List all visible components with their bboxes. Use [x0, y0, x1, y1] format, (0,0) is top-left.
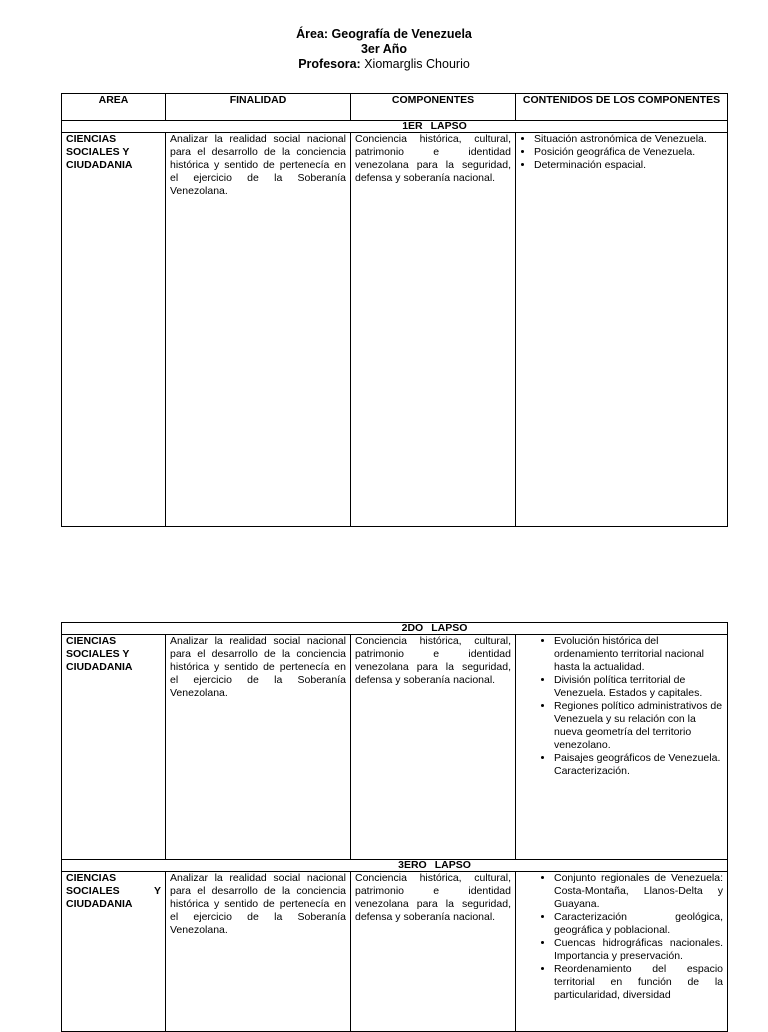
lapso-word: LAPSO	[434, 859, 471, 871]
area-cell: CIENCIAS SOCIALES Y CIUDADANIA	[62, 635, 166, 860]
list-item: • Posición geográfica de Venezuela.	[534, 146, 723, 159]
plan-table-2	[61, 622, 728, 1032]
header-teacher	[0, 57, 768, 72]
header-year: 3er Año	[360, 42, 408, 56]
list-item: • Paisajes geográficos de Venezuela. Caracterización.	[554, 752, 723, 778]
table-row	[62, 872, 728, 1032]
lapso-number: 2DO	[401, 622, 424, 634]
lapso-row-2	[62, 623, 728, 635]
finalidad-cell: Analizar la realidad social nacional para el desarrollo de la conciencia histórica y sentido de pertenecía en el ejercicio de la Soberanía Venezolana.	[166, 133, 351, 527]
contenidos-list	[516, 635, 723, 778]
teacher-name: Xiomarglis Chourio	[364, 57, 470, 71]
list-item: • Cuencas hidrográficas nacionales. Importancia y preservación.	[554, 937, 723, 963]
contenidos-cell	[516, 133, 728, 527]
col-header-finalidad: FINALIDAD	[166, 94, 351, 121]
teacher-label: Profesora:	[298, 57, 361, 71]
list-item: • Determinación espacial.	[534, 159, 723, 172]
table-row	[62, 635, 728, 860]
lapso-word: LAPSO	[431, 622, 468, 634]
lapso-word: LAPSO	[430, 120, 467, 132]
componentes-cell: Conciencia histórica, cultural, patrimonio e identidad venezolana para la seguridad, defensa y soberanía nacional.	[351, 635, 516, 860]
componentes-cell: Conciencia histórica, cultural, patrimonio e identidad venezolana para la seguridad, defensa y soberanía nacional.	[351, 133, 516, 527]
finalidad-cell: Analizar la realidad social nacional para el desarrollo de la conciencia histórica y sentido de pertenecía en el ejercicio de la Soberanía Venezolana.	[166, 635, 351, 860]
list-item: • Caracterización geológica, geográfica y poblacional.	[554, 911, 723, 937]
plan-table-1	[61, 93, 728, 527]
lapso-number: 3ERO	[398, 859, 427, 871]
lapso-row-1	[62, 121, 728, 133]
contenidos-list	[516, 872, 723, 1002]
col-header-contenidos: CONTENIDOS DE LOS COMPONENTES	[516, 94, 728, 121]
document-header	[0, 27, 768, 72]
contenidos-cell	[516, 635, 728, 860]
list-item: • Evolución histórica del ordenamiento territorial nacional hasta la actualidad.	[554, 635, 723, 674]
contenidos-list	[516, 133, 723, 172]
col-header-area: AREA	[62, 94, 166, 121]
table-header-row	[62, 94, 728, 121]
table-row	[62, 133, 728, 527]
finalidad-cell: Analizar la realidad social nacional para el desarrollo de la conciencia histórica y sentido de pertenecía en el ejercicio de la Soberanía Venezolana.	[166, 872, 351, 1032]
col-header-componentes: COMPONENTES	[351, 94, 516, 121]
list-item: • Conjunto regionales de Venezuela: Costa-Montaña, Llanos-Delta y Guayana.	[554, 872, 723, 911]
lapso-number: 1ER	[402, 120, 423, 132]
list-item: • Regiones político administrativos de Venezuela y su relación con la nueva geometría del territorio venezolano.	[554, 700, 723, 752]
area-cell: CIENCIAS SOCIALES Y CIUDADANIA	[62, 133, 166, 527]
lapso-row-3	[62, 860, 728, 872]
list-item: • División política territorial de Venezuela. Estados y capitales.	[554, 674, 723, 700]
list-item: • Reordenamiento del espacio territorial en función de la particularidad, diversidad	[554, 963, 723, 1002]
contenidos-cell	[516, 872, 728, 1032]
componentes-cell: Conciencia histórica, cultural, patrimonio e identidad venezolana para la seguridad, defensa y soberanía nacional.	[351, 872, 516, 1032]
list-item: • Situación astronómica de Venezuela.	[534, 133, 723, 146]
header-area: Área: Geografía de Venezuela	[296, 27, 472, 41]
area-cell: CIENCIAS SOCIALES Y CIUDADANIA	[62, 872, 166, 1032]
